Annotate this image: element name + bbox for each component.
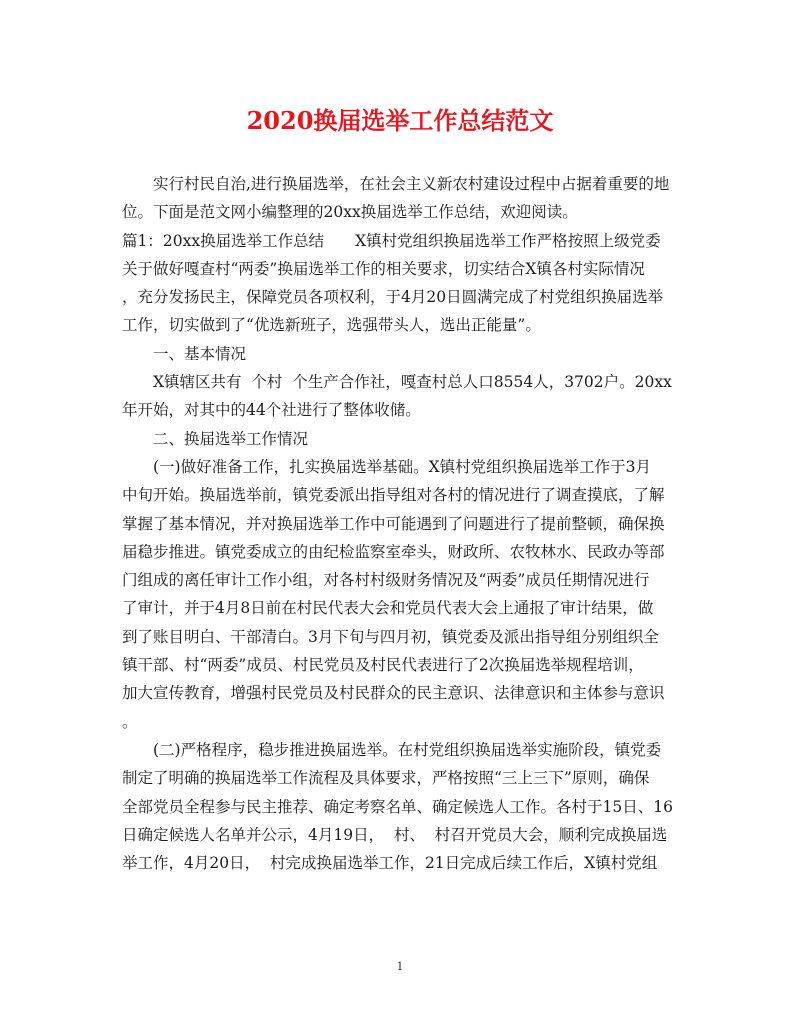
body-line: 日确定候选人名单并公示，4月19日， 村、 村召开党员大会，顺利完成换届选	[122, 825, 668, 844]
page-number: 1	[396, 960, 404, 973]
body-line: ，充分发扬民主，保障党员各项权利，于4月20日圆满完成了村党组织换届选举	[122, 288, 664, 307]
body-line: (二)严格程序，稳步推进换届选举。在村党组织换届选举实施阶段，镇党委	[153, 740, 662, 759]
body-line: 篇1：20xx换届选举工作总结 X镇村党组织换届选举工作严格按照上级党委	[122, 231, 661, 250]
body-line: 工作，切实做到了“优选新班子，选强带头人，选出正能量”。	[122, 316, 541, 335]
body-line: 掌握了基本情况，并对换届选举工作中可能遇到了问题进行了提前整顿，确保换	[122, 514, 665, 533]
body-line: 加大宣传教育，增强村民党员及村民群众的民主意识、法律意识和主体参与意识	[122, 684, 665, 703]
document-body	[122, 170, 688, 877]
section-heading: 二、换届选举工作情况	[153, 429, 309, 448]
body-line: 了审计，并于4月8日前在村民代表大会和党员代表大会上通报了审计结果，做	[122, 599, 654, 618]
body-line: 制定了明确的换届选举工作流程及具体要求，严格按照“三上三下”原则，确保	[122, 769, 650, 788]
body-line: 实行村民自治,进行换届选举，在社会主义新农村建设过程中占据着重要的地	[153, 175, 670, 193]
body-line: 关于做好嘎查村“两委”换届选举工作的相关要求，切实结合X镇各村实际情况	[122, 259, 645, 278]
body-line: 。	[122, 712, 138, 731]
body-line: 年开始，对其中的44个社进行了整体收储。	[122, 401, 421, 420]
body-line: 镇干部、村“两委”成员、村民党员及村民代表进行了2次换届选举规程培训，	[122, 656, 644, 675]
body-line: X镇辖区共有 个村 个生产合作社，嘎查村总人口8554人，3702户。20xx	[153, 373, 672, 392]
body-line: 届稳步推进。镇党委成立的由纪检监察室牵头，财政所、农牧林水、民政办等部	[122, 542, 665, 561]
body-line: 举工作，4月20日， 村完成换届选举工作，21日完成后续工作后，X镇村党组	[122, 854, 658, 873]
body-line: 到了账目明白、干部清白。3月下旬与四月初，镇党委及派出指导组分别组织全	[122, 627, 659, 646]
body-line: 门组成的离任审计工作小组，对各村村级财务情况及“两委”成员任期情况进行	[122, 571, 650, 590]
body-line: 中旬开始。换届选举前，镇党委派出指导组对各村的情况进行了调查摸底，了解	[122, 486, 665, 505]
body-line: 位。下面是范文网小编整理的20xx换届选举工作总结，欢迎阅读。	[122, 203, 578, 222]
body-line: 全部党员全程参与民主推荐、确定考察名单、确定候选人工作。各村于15日、16	[122, 797, 673, 816]
document-title: 2020换届选举工作总结范文	[246, 106, 554, 135]
body-line: (一)做好准备工作，扎实换届选举基础。X镇村党组织换届选举工作于3月	[153, 457, 651, 476]
section-heading: 一、基本情况	[153, 344, 247, 363]
